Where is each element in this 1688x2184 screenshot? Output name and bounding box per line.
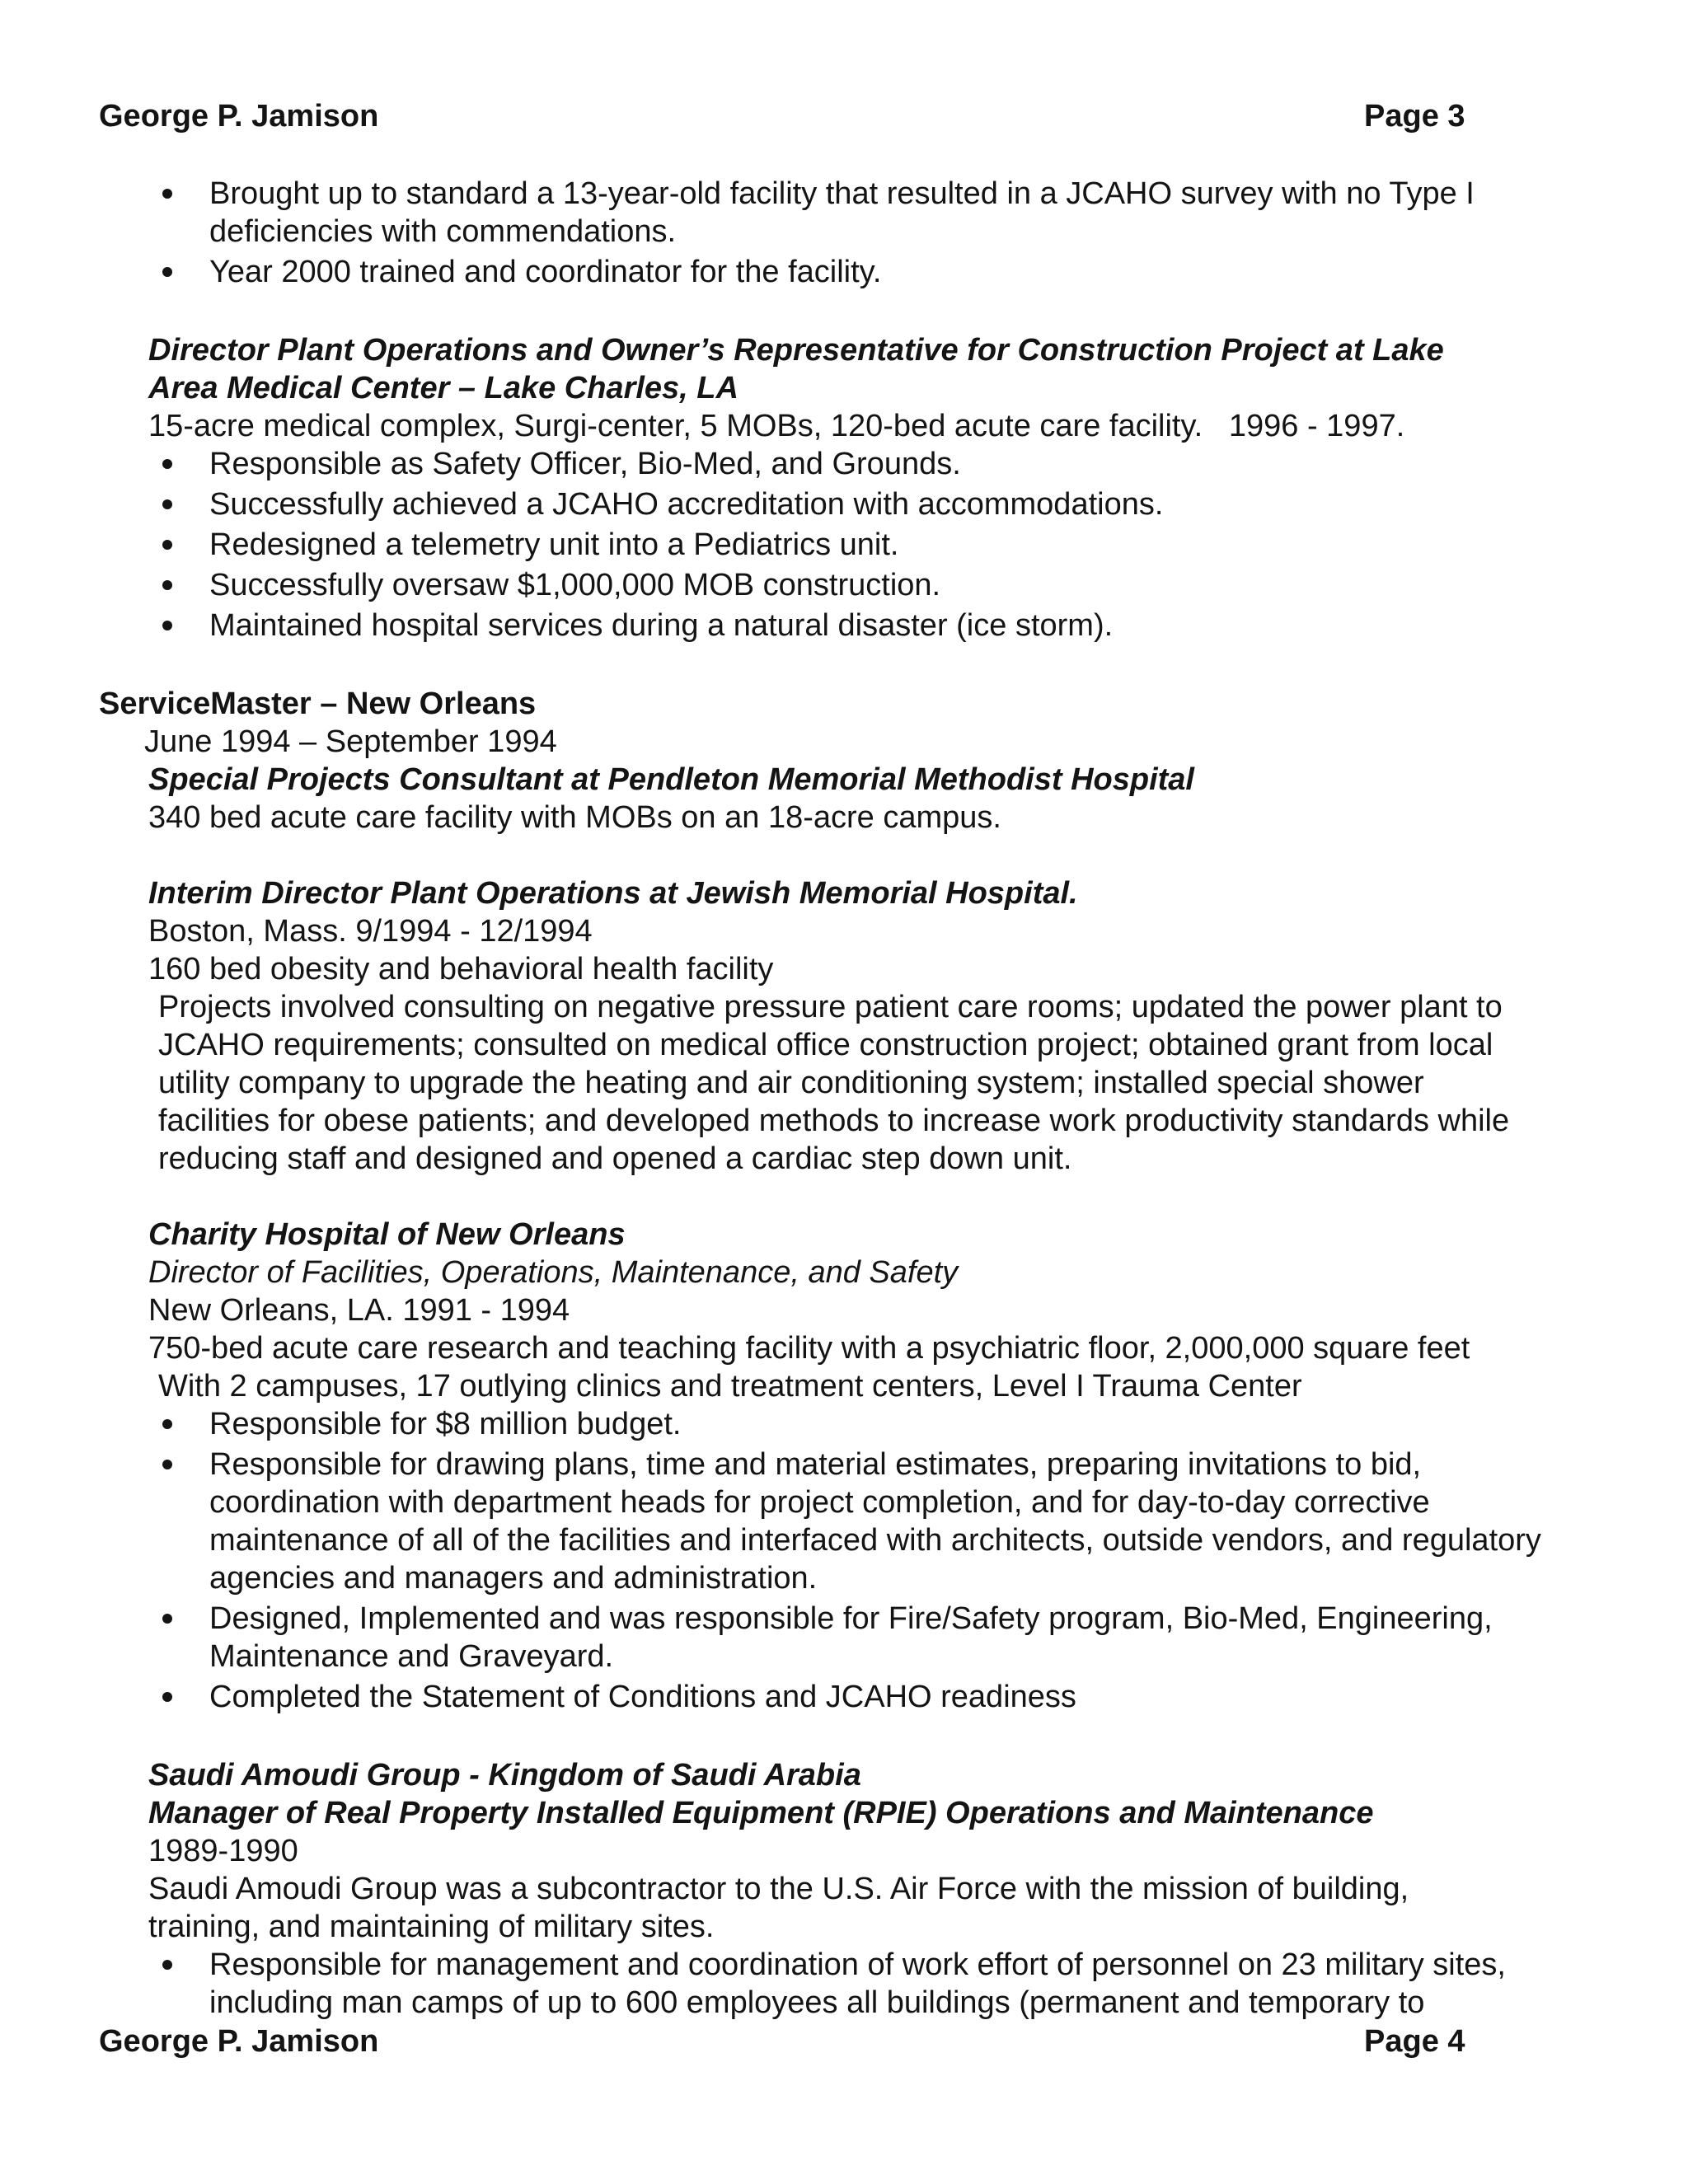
saudi-org: Saudi Amoudi Group - Kingdom of Saudi Arabia xyxy=(148,1758,861,1793)
footer-page-number: Page 4 xyxy=(1364,2024,1465,2059)
list-item: Maintained hospital services during a natural disaster (ice storm). xyxy=(148,607,1550,644)
header-page-number: Page 3 xyxy=(1364,99,1465,134)
list-item: Responsible for management and coordination of work effort of personnel on 23 military sites, including man camps of up to 600 employees all buildings (permanent and temporary to xyxy=(148,1946,1550,2022)
saudi-title: Manager of Real Property Installed Equipment (RPIE) Operations and Maintenance xyxy=(148,1796,1374,1830)
charity-location: New Orleans, LA. 1991 - 1994 xyxy=(148,1293,570,1328)
jewish-memorial-title: Interim Director Plant Operations at Jewish Memorial Hospital. xyxy=(148,876,1078,911)
page-header xyxy=(0,97,1688,147)
page-footer xyxy=(0,2022,1688,2072)
list-item: Redesigned a telemetry unit into a Pediatrics unit. xyxy=(148,526,1550,564)
servicemaster-description: 340 bed acute care facility with MOBs on an 18-acre campus. xyxy=(148,800,1001,835)
bullet-icon xyxy=(162,1419,172,1429)
saudi-dates: 1989-1990 xyxy=(148,1834,298,1868)
resume-content xyxy=(0,175,1688,2024)
bullet-icon xyxy=(162,499,172,509)
servicemaster-org: ServiceMaster – New Orleans xyxy=(99,687,537,721)
list-item: Responsible as Safety Officer, Bio-Med, and Grounds. xyxy=(148,445,1550,483)
bullet-icon xyxy=(162,267,172,277)
jewish-memorial-projects: Projects involved consulting on negative pressure patient care rooms; updated the power plant to JCAHO requirements; consulted on medical office construction project; obtained grant from local utility company to upgrade the heating and air conditioning system; installed special shower facilities for obese patients; and developed methods to increase work productivity standards while reducing staff and designed and opened a cardiac step down unit. xyxy=(158,990,1510,1176)
charity-org: Charity Hospital of New Orleans xyxy=(148,1217,626,1252)
charity-bullet-list xyxy=(148,1405,1550,1716)
lake-area-bullet-list xyxy=(148,445,1550,644)
lake-area-description: 15-acre medical complex, Surgi-center, 5 MOBs, 120-bed acute care facility. 1996 - 1997. xyxy=(148,409,1405,443)
charity-description-2: With 2 campuses, 17 outlying clinics and treatment centers, Level I Trauma Center xyxy=(158,1369,1302,1404)
bullet-icon xyxy=(162,1692,172,1702)
footer-name: George P. Jamison xyxy=(99,2024,379,2059)
header-name: George P. Jamison xyxy=(99,99,379,134)
servicemaster-dates: June 1994 – September 1994 xyxy=(144,724,557,759)
list-item: Designed, Implemented and was responsible for Fire/Safety program, Bio-Med, Engineering, Maintenance and Graveyard. xyxy=(148,1600,1550,1675)
bullet-icon xyxy=(162,580,172,590)
list-item: Year 2000 trained and coordinator for the facility. xyxy=(148,253,1550,291)
bullet-icon xyxy=(162,621,172,630)
bullet-icon xyxy=(162,189,172,199)
saudi-bullet-list xyxy=(148,1946,1550,2022)
bullet-icon xyxy=(162,1960,172,1970)
jewish-memorial-description: 160 bed obesity and behavioral health facility xyxy=(148,952,774,987)
list-item: Brought up to standard a 13-year-old facility that resulted in a JCAHO survey with no Type I deficiencies with commendations. xyxy=(148,175,1550,251)
bullet-icon xyxy=(162,1614,172,1624)
list-item: Successfully oversaw $1,000,000 MOB construction. xyxy=(148,566,1550,604)
charity-description: 750-bed acute care research and teaching facility with a psychiatric floor, 2,000,000 square feet xyxy=(148,1331,1470,1366)
lake-area-title: Director Plant Operations and Owner’s Representative for Construction Project at Lake Area Medical Center – Lake Charles, LA xyxy=(148,333,1444,405)
bullet-icon xyxy=(162,540,172,550)
bullet-icon xyxy=(162,1460,172,1469)
list-item: Successfully achieved a JCAHO accreditation with accommodations. xyxy=(148,485,1550,523)
intro-bullet-list xyxy=(148,175,1550,291)
list-item: Completed the Statement of Conditions and JCAHO readiness xyxy=(148,1678,1550,1716)
charity-title: Director of Facilities, Operations, Maintenance, and Safety xyxy=(148,1255,959,1290)
saudi-description: Saudi Amoudi Group was a subcontractor to the U.S. Air Force with the mission of building, training, and maintaining of military sites. xyxy=(148,1872,1409,1944)
list-item: Responsible for $8 million budget. xyxy=(148,1405,1550,1443)
bullet-icon xyxy=(162,459,172,469)
servicemaster-title: Special Projects Consultant at Pendleton Memorial Methodist Hospital xyxy=(148,762,1194,797)
list-item: Responsible for drawing plans, time and material estimates, preparing invitations to bid, coordination with department heads for project completion, and for day-to-day corrective maintenance of all of the facilities and interfaced with architects, outside vendors, and regulatory agencies and managers and administration. xyxy=(148,1446,1550,1597)
jewish-memorial-location: Boston, Mass. 9/1994 - 12/1994 xyxy=(148,914,593,949)
